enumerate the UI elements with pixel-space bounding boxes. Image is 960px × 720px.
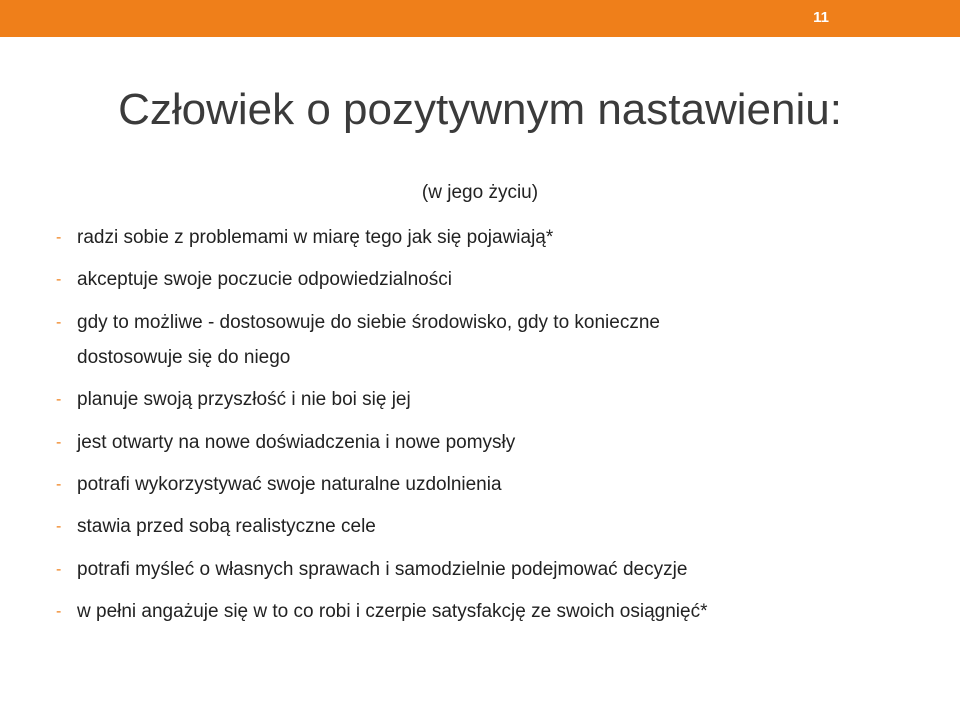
list-item: [56, 427, 916, 459]
bullet-dash: -: [56, 391, 62, 409]
list-item: [56, 384, 916, 416]
top-bar: [0, 0, 960, 37]
list-item: [56, 511, 916, 543]
list-item-text: stawia przed sobą realistyczne cele: [77, 516, 376, 538]
bullet-dash: -: [56, 560, 62, 578]
list-item: [56, 307, 916, 374]
bullet-dash: -: [56, 603, 62, 621]
list-item-text: w pełni angażuje się w to co robi i czerpie satysfakcję ze swoich osiągnięć*: [77, 601, 708, 623]
list-item-text-line-2: dostosowuje się do niego: [77, 346, 291, 368]
slide-title-colon: :: [829, 85, 842, 134]
slide-title-text: Człowiek o pozytywnym nastawieniu: [118, 85, 830, 134]
bullet-dash: -: [56, 475, 62, 493]
list-item-text-line-1: gdy to możliwe - dostosowuje do siebie środowisko, gdy to konieczne: [77, 311, 660, 333]
list-item: [56, 469, 916, 501]
bullet-dash: -: [56, 313, 62, 331]
list-item-text: jest otwarty na nowe doświadczenia i nowe pomysły: [77, 431, 516, 453]
list-item-text: potrafi myśleć o własnych sprawach i samodzielnie podejmować decyzje: [77, 558, 688, 580]
bullet-dash: -: [56, 229, 62, 246]
list-item: [56, 264, 916, 296]
slide-subtitle: (w jego życiu): [421, 182, 539, 203]
list-item-text: radzi sobie z problemami w miarę tego jak się pojawiają*: [77, 227, 554, 248]
list-item: [56, 596, 916, 628]
bullet-dash: -: [56, 518, 62, 536]
list-item: [56, 222, 916, 254]
list-item: [56, 554, 916, 586]
bullet-dash: -: [56, 433, 62, 451]
list-item-text: potrafi wykorzystywać swoje naturalne uzdolnienia: [77, 473, 502, 495]
list-item-text: akceptuje swoje poczucie odpowiedzialności: [77, 269, 452, 291]
bullet-list: [56, 222, 916, 639]
bullet-dash: -: [56, 271, 62, 289]
list-item-text: planuje swoją przyszłość i nie boi się jej: [77, 389, 411, 411]
slide-title: [60, 82, 900, 138]
slide-number: 11: [813, 9, 829, 26]
